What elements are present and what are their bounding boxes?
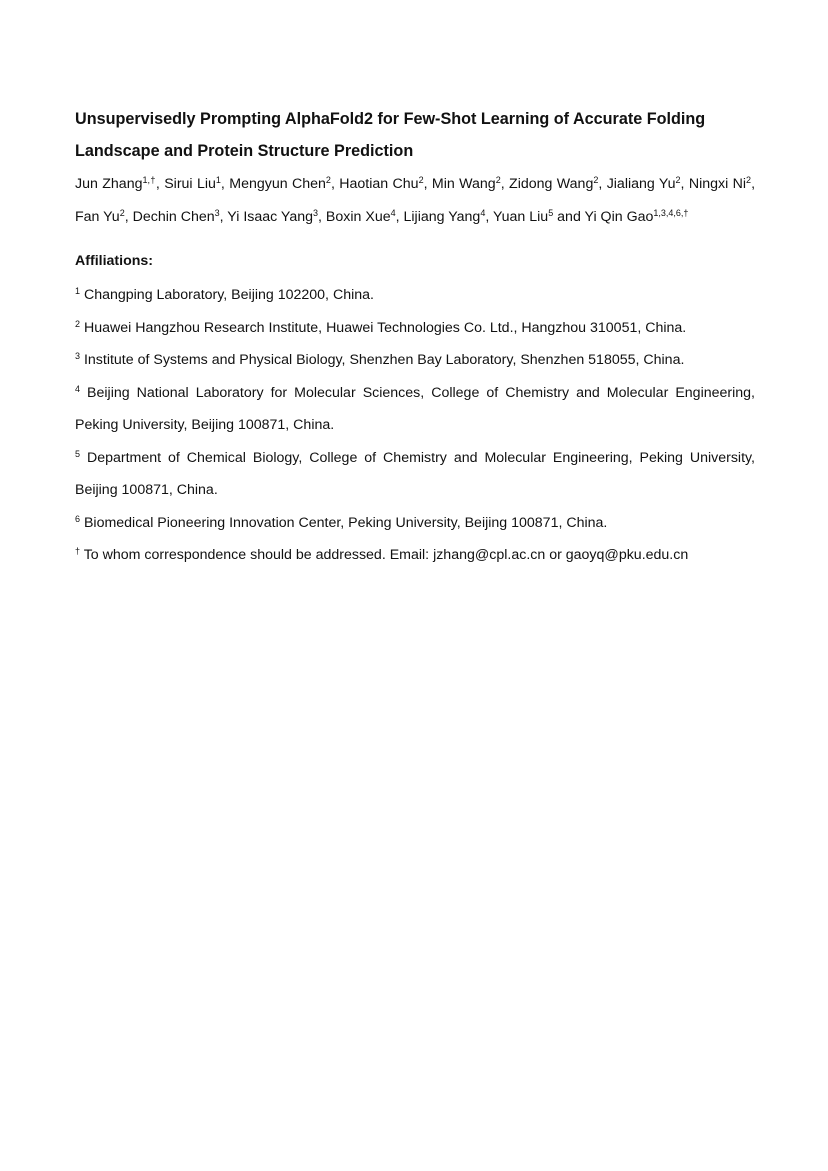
- author-name: Mengyun Chen$^2$: [229, 175, 331, 192]
- paper-title: Unsupervisedly Prompting AlphaFold2 for Few-Shot Learning of Accurate Folding Landscape and Protein Structure Prediction: [75, 110, 706, 160]
- author-name: Yi Qin Gao$^{1,3,4,6,\dagger}$: [584, 207, 689, 225]
- affiliation-item: [75, 279, 755, 312]
- affiliation-item: [75, 507, 755, 540]
- author-affiliation-mark: 3: [313, 207, 319, 218]
- affiliation-item: [75, 377, 755, 442]
- author-name: Zidong Wang$^2$: [509, 175, 599, 192]
- author-affiliation-mark: 2: [325, 175, 331, 186]
- affiliation-item: [75, 312, 755, 345]
- author-name: Jun Zhang$^{1,\dagger}$: [75, 175, 156, 192]
- correspondence-text: To whom correspondence should be addressed. Email: jzhang@cpl.ac.cn or gaoyq@pku.edu.cn: [80, 547, 689, 563]
- affiliation-text: Biomedical Pioneering Innovation Center, Peking University, Beijing 100871, China.: [80, 514, 608, 531]
- affiliation-number: 1: [75, 286, 81, 297]
- dagger-mark: †: [75, 546, 81, 557]
- affiliation-text: Changping Laboratory, Beijing 102200, China.: [80, 287, 374, 303]
- author-name: Sirui Liu$^1$: [164, 175, 221, 192]
- author-name: Fan Yu$^2$: [75, 207, 125, 225]
- author-name: Ningxi Ni$^2$: [688, 175, 752, 192]
- author-name: Haotian Chu$^2$: [339, 175, 424, 192]
- author-name: Jialiang Yu$^2$: [606, 175, 681, 192]
- affiliation-item: [75, 344, 755, 377]
- author-affiliation-mark: 4: [390, 207, 396, 218]
- author-affiliation-mark: 5: [548, 207, 554, 218]
- author-affiliation-mark: 2: [119, 207, 125, 218]
- affiliation-text: Beijing National Laboratory for Molecular Sciences, College of Chemistry and Molecular Engineering, Peking University, Beijing 100871, China.: [75, 384, 755, 433]
- author-name: Yuan Liu$^5$: [492, 207, 554, 225]
- affiliation-number: 3: [75, 351, 81, 362]
- affiliation-text: Huawei Hangzhou Research Institute, Huawei Technologies Co. Ltd., Hangzhou 310051, China.: [80, 319, 687, 336]
- author-name: Boxin Xue$^4$: [325, 207, 396, 225]
- author-affiliation-mark: 2: [746, 175, 752, 186]
- author-affiliation-mark: 1: [215, 175, 221, 186]
- affiliations-list: [75, 279, 755, 572]
- affiliation-number: 4: [75, 383, 81, 394]
- author-affiliation-mark: 4: [480, 207, 486, 218]
- author-affiliation-mark: 2: [593, 175, 599, 186]
- author-name: Yi Isaac Yang$^3$: [227, 207, 319, 225]
- affiliations-heading: Affiliations:: [75, 253, 154, 269]
- affiliation-number: 2: [75, 318, 81, 329]
- correspondence-note: [75, 539, 755, 572]
- author-affiliation-mark: 1,3,4,6,†: [653, 207, 689, 218]
- author-affiliation-mark: 3: [214, 207, 220, 218]
- author-name: Min Wang$^2$: [431, 175, 501, 192]
- author-affiliation-mark: 1,†: [142, 175, 156, 186]
- author-name: Lijiang Yang$^4$: [403, 207, 486, 225]
- affiliation-item: [75, 442, 755, 507]
- affiliation-text: Institute of Systems and Physical Biology, Shenzhen Bay Laboratory, Shenzhen 518055, China.: [80, 352, 685, 368]
- affiliation-text: Department of Chemical Biology, College of Chemistry and Molecular Engineering, Peking University, Beijing 100871, China.: [75, 449, 755, 498]
- affiliation-number: 5: [75, 448, 81, 459]
- author-list: Jun Zhang$^{1,\dagger}$, Sirui Liu$^1$, Mengyun Chen$^2$, Haotian Chu$^2$, Min Wang$^2$, Zidong Wang$^2$, Jialiang Yu$^2$, Ningxi Ni$^2$, Fan Yu$^2$, Dechin Chen$^3$, Yi Isaac Yang$^3$, Boxin Xue$^4$, Lijiang Yang$^4$, Yuan Liu$^5$ and Yi Qin Gao$^{1,3,4,6,\dagger}$: [75, 175, 756, 225]
- affiliation-number: 6: [75, 513, 81, 524]
- author-name: Dechin Chen$^3$: [132, 207, 220, 225]
- author-affiliation-mark: 2: [418, 175, 424, 186]
- author-affiliation-mark: 2: [675, 175, 681, 186]
- author-affiliation-mark: 2: [495, 175, 501, 186]
